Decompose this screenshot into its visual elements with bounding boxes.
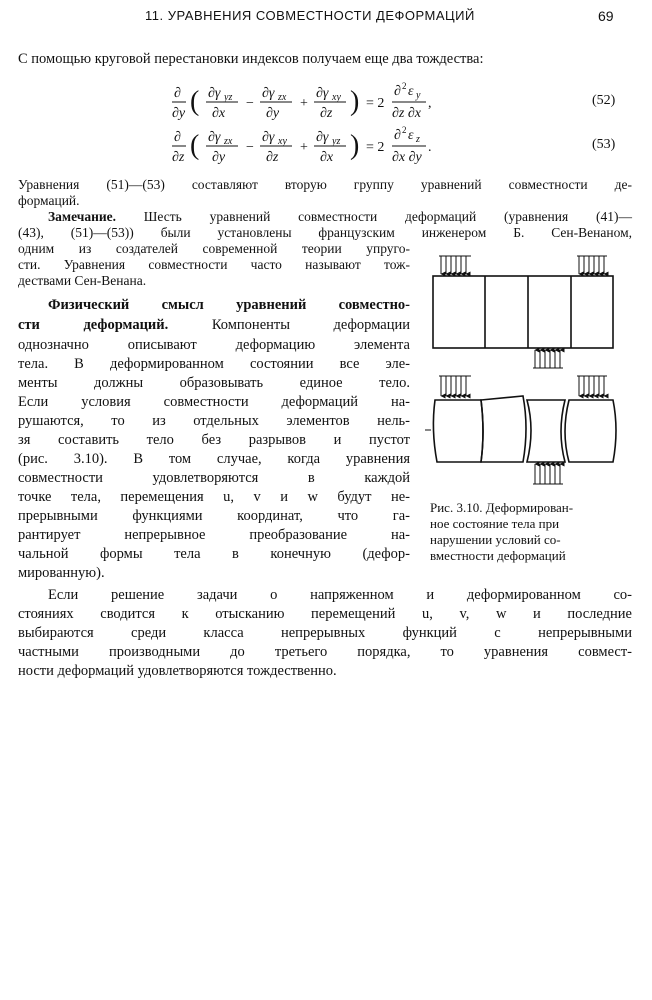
section-line-3: менты должны образовывать единое тело. bbox=[18, 375, 410, 391]
final-line-1: Если решение задачи о напряженном и деформированном со- bbox=[48, 587, 632, 603]
running-header: 11. УРАВНЕНИЯ СОВМЕСТНОСТИ ДЕФОРМАЦИЙ bbox=[145, 8, 475, 23]
deformed-element-4 bbox=[565, 400, 616, 462]
figure-3-10-diagram bbox=[425, 250, 635, 490]
svg-text:∂x: ∂x bbox=[320, 150, 334, 165]
svg-text:ε: ε bbox=[408, 128, 414, 143]
note-line-3: одним из создателей современной теории упруго- bbox=[18, 241, 410, 256]
deformed-element-1 bbox=[433, 400, 483, 462]
bottom-load-center-deformed bbox=[533, 464, 563, 484]
section-line-10: прерывными функциями координат, что га- bbox=[18, 508, 410, 524]
svg-text:∂γ: ∂γ bbox=[316, 130, 329, 145]
svg-text:∂γ: ∂γ bbox=[262, 86, 275, 101]
equation-52-text bbox=[0, 0, 1, 1]
note-line-1-text: Шесть уравнений совместности деформаций (уравнения (41)— bbox=[116, 209, 632, 224]
section-line-8: совместности удовлетворяются в каждой bbox=[18, 470, 410, 486]
svg-text:∂γ: ∂γ bbox=[316, 86, 329, 101]
svg-text:(: ( bbox=[190, 130, 200, 161]
section-line-12: чальной формы тела в конечную (дефор- bbox=[18, 546, 410, 562]
svg-text:∂: ∂ bbox=[394, 84, 401, 99]
equation-52 bbox=[170, 80, 500, 126]
svg-text:+: + bbox=[300, 140, 308, 155]
svg-text:zx: zx bbox=[224, 136, 233, 147]
intro-text: С помощью круговой перестановки индексов получаем еще два тождества: bbox=[18, 51, 484, 67]
svg-text:∂z: ∂z bbox=[320, 106, 333, 121]
section-line-7: (рис. 3.10). В том случае, когда уравнения bbox=[18, 451, 410, 467]
svg-text:∂x: ∂x bbox=[212, 106, 226, 121]
final-line-5: ности деформаций удовлетворяются тождественно. bbox=[18, 663, 337, 679]
page-number: 69 bbox=[598, 8, 614, 24]
svg-text:.: . bbox=[428, 140, 432, 155]
section-line-1: однозначно описывают деформацию элемента bbox=[18, 337, 410, 353]
bottom-load-center bbox=[533, 350, 563, 368]
svg-text:2: 2 bbox=[402, 81, 407, 91]
note-line-5: дествами Сен-Венана. bbox=[18, 273, 147, 288]
svg-text:−: − bbox=[246, 140, 254, 155]
svg-text:yz: yz bbox=[332, 136, 341, 147]
section-heading-bold: сти деформаций. bbox=[18, 317, 169, 333]
svg-text:∂γ: ∂γ bbox=[208, 130, 221, 145]
svg-text:= 2: = 2 bbox=[366, 96, 385, 111]
svg-text:z: z bbox=[416, 134, 420, 145]
figure-caption-line-2: ное состояние тела при bbox=[430, 516, 560, 531]
svg-text:): ) bbox=[350, 130, 360, 161]
section-line-11: рантирует непрерывное преобразование на- bbox=[18, 527, 410, 543]
svg-text:∂z: ∂z bbox=[172, 150, 185, 165]
figure-caption-line-4: вместности деформаций bbox=[430, 548, 566, 563]
note-line-2: (43), (51)—(53)) были установлены французским инженером Б. Сен-Венаном, bbox=[18, 225, 632, 240]
equation-52-render bbox=[170, 80, 500, 126]
svg-text:+: + bbox=[300, 96, 308, 111]
section-line-6: зя составить тело без разрывов и пустот bbox=[18, 432, 410, 448]
section-heading-tail: Компоненты деформации bbox=[168, 317, 410, 333]
equation-52-number: (52) bbox=[592, 93, 616, 108]
section-line-4: Если условия совместности деформаций на- bbox=[18, 394, 410, 410]
section-line-9: точке тела, перемещения u, v и w будут не- bbox=[18, 489, 410, 505]
svg-text:∂y: ∂y bbox=[172, 106, 186, 121]
equation-53-number: (53) bbox=[592, 137, 616, 152]
equation-53 bbox=[170, 124, 500, 170]
svg-text:∂γ: ∂γ bbox=[208, 86, 221, 101]
note-line-4: сти. Уравнения совместности часто называют тож- bbox=[18, 257, 410, 272]
top-load-left bbox=[439, 256, 471, 274]
section-heading-line-2 bbox=[18, 316, 410, 335]
equation-53-render bbox=[170, 124, 500, 170]
top-load-left-deformed bbox=[439, 376, 471, 396]
svg-text:yz: yz bbox=[224, 92, 233, 103]
svg-text:= 2: = 2 bbox=[366, 140, 385, 155]
svg-text:∂z ∂x: ∂z ∂x bbox=[392, 106, 421, 121]
svg-text:2: 2 bbox=[402, 125, 407, 135]
deformed-element-3 bbox=[527, 400, 565, 462]
svg-text:∂x ∂y: ∂x ∂y bbox=[392, 150, 422, 165]
para1-line-2: формаций. bbox=[18, 193, 80, 208]
svg-text:ε: ε bbox=[408, 84, 414, 99]
figure-3-10 bbox=[425, 250, 635, 490]
svg-text:∂y: ∂y bbox=[212, 150, 226, 165]
final-line-2: стояниях сводится к отысканию перемещений u, v, w и последние bbox=[18, 606, 632, 622]
section-line-2: тела. В деформированном состоянии все эле- bbox=[18, 356, 410, 372]
figure-caption-line-1: Рис. 3.10. Деформирован- bbox=[430, 500, 574, 515]
top-load-right-deformed bbox=[577, 376, 607, 396]
final-line-3: выбираются среди класса непрерывных функций с непрерывными bbox=[18, 625, 632, 641]
svg-text:y: y bbox=[416, 90, 421, 101]
figure-caption-line-3: нарушении условий со- bbox=[430, 532, 561, 547]
svg-text:(: ( bbox=[190, 86, 200, 117]
section-line-5: рушаются, то из отдельных элементов нель- bbox=[18, 413, 410, 429]
deformed-element-2 bbox=[481, 396, 526, 462]
para1-line-1: Уравнения (51)—(53) составляют вторую группу уравнений совместности де- bbox=[18, 177, 632, 192]
svg-text:∂z: ∂z bbox=[266, 150, 279, 165]
svg-text:−: − bbox=[246, 96, 254, 111]
note-line-1 bbox=[48, 208, 632, 225]
svg-text:∂: ∂ bbox=[174, 130, 181, 145]
svg-text:∂γ: ∂γ bbox=[262, 130, 275, 145]
svg-text:xy: xy bbox=[278, 136, 287, 147]
section-line-13: мированную). bbox=[18, 565, 105, 581]
svg-text:∂y: ∂y bbox=[266, 106, 280, 121]
top-load-right bbox=[577, 256, 607, 274]
undeformed-body bbox=[433, 276, 613, 348]
svg-text:zx: zx bbox=[278, 92, 287, 103]
svg-text:): ) bbox=[350, 86, 360, 117]
svg-text:,: , bbox=[428, 96, 432, 111]
svg-text:∂: ∂ bbox=[174, 86, 181, 101]
deformed-body bbox=[433, 396, 616, 462]
final-line-4: частными производными до третьего порядка, то уравнения совмест- bbox=[18, 644, 632, 660]
section-heading-line-1: Физический смысл уравнений совместно- bbox=[48, 297, 410, 313]
svg-text:xy: xy bbox=[332, 92, 341, 103]
svg-text:∂: ∂ bbox=[394, 128, 401, 143]
note-label: Замечание. bbox=[48, 209, 117, 224]
body-outline bbox=[433, 276, 613, 348]
